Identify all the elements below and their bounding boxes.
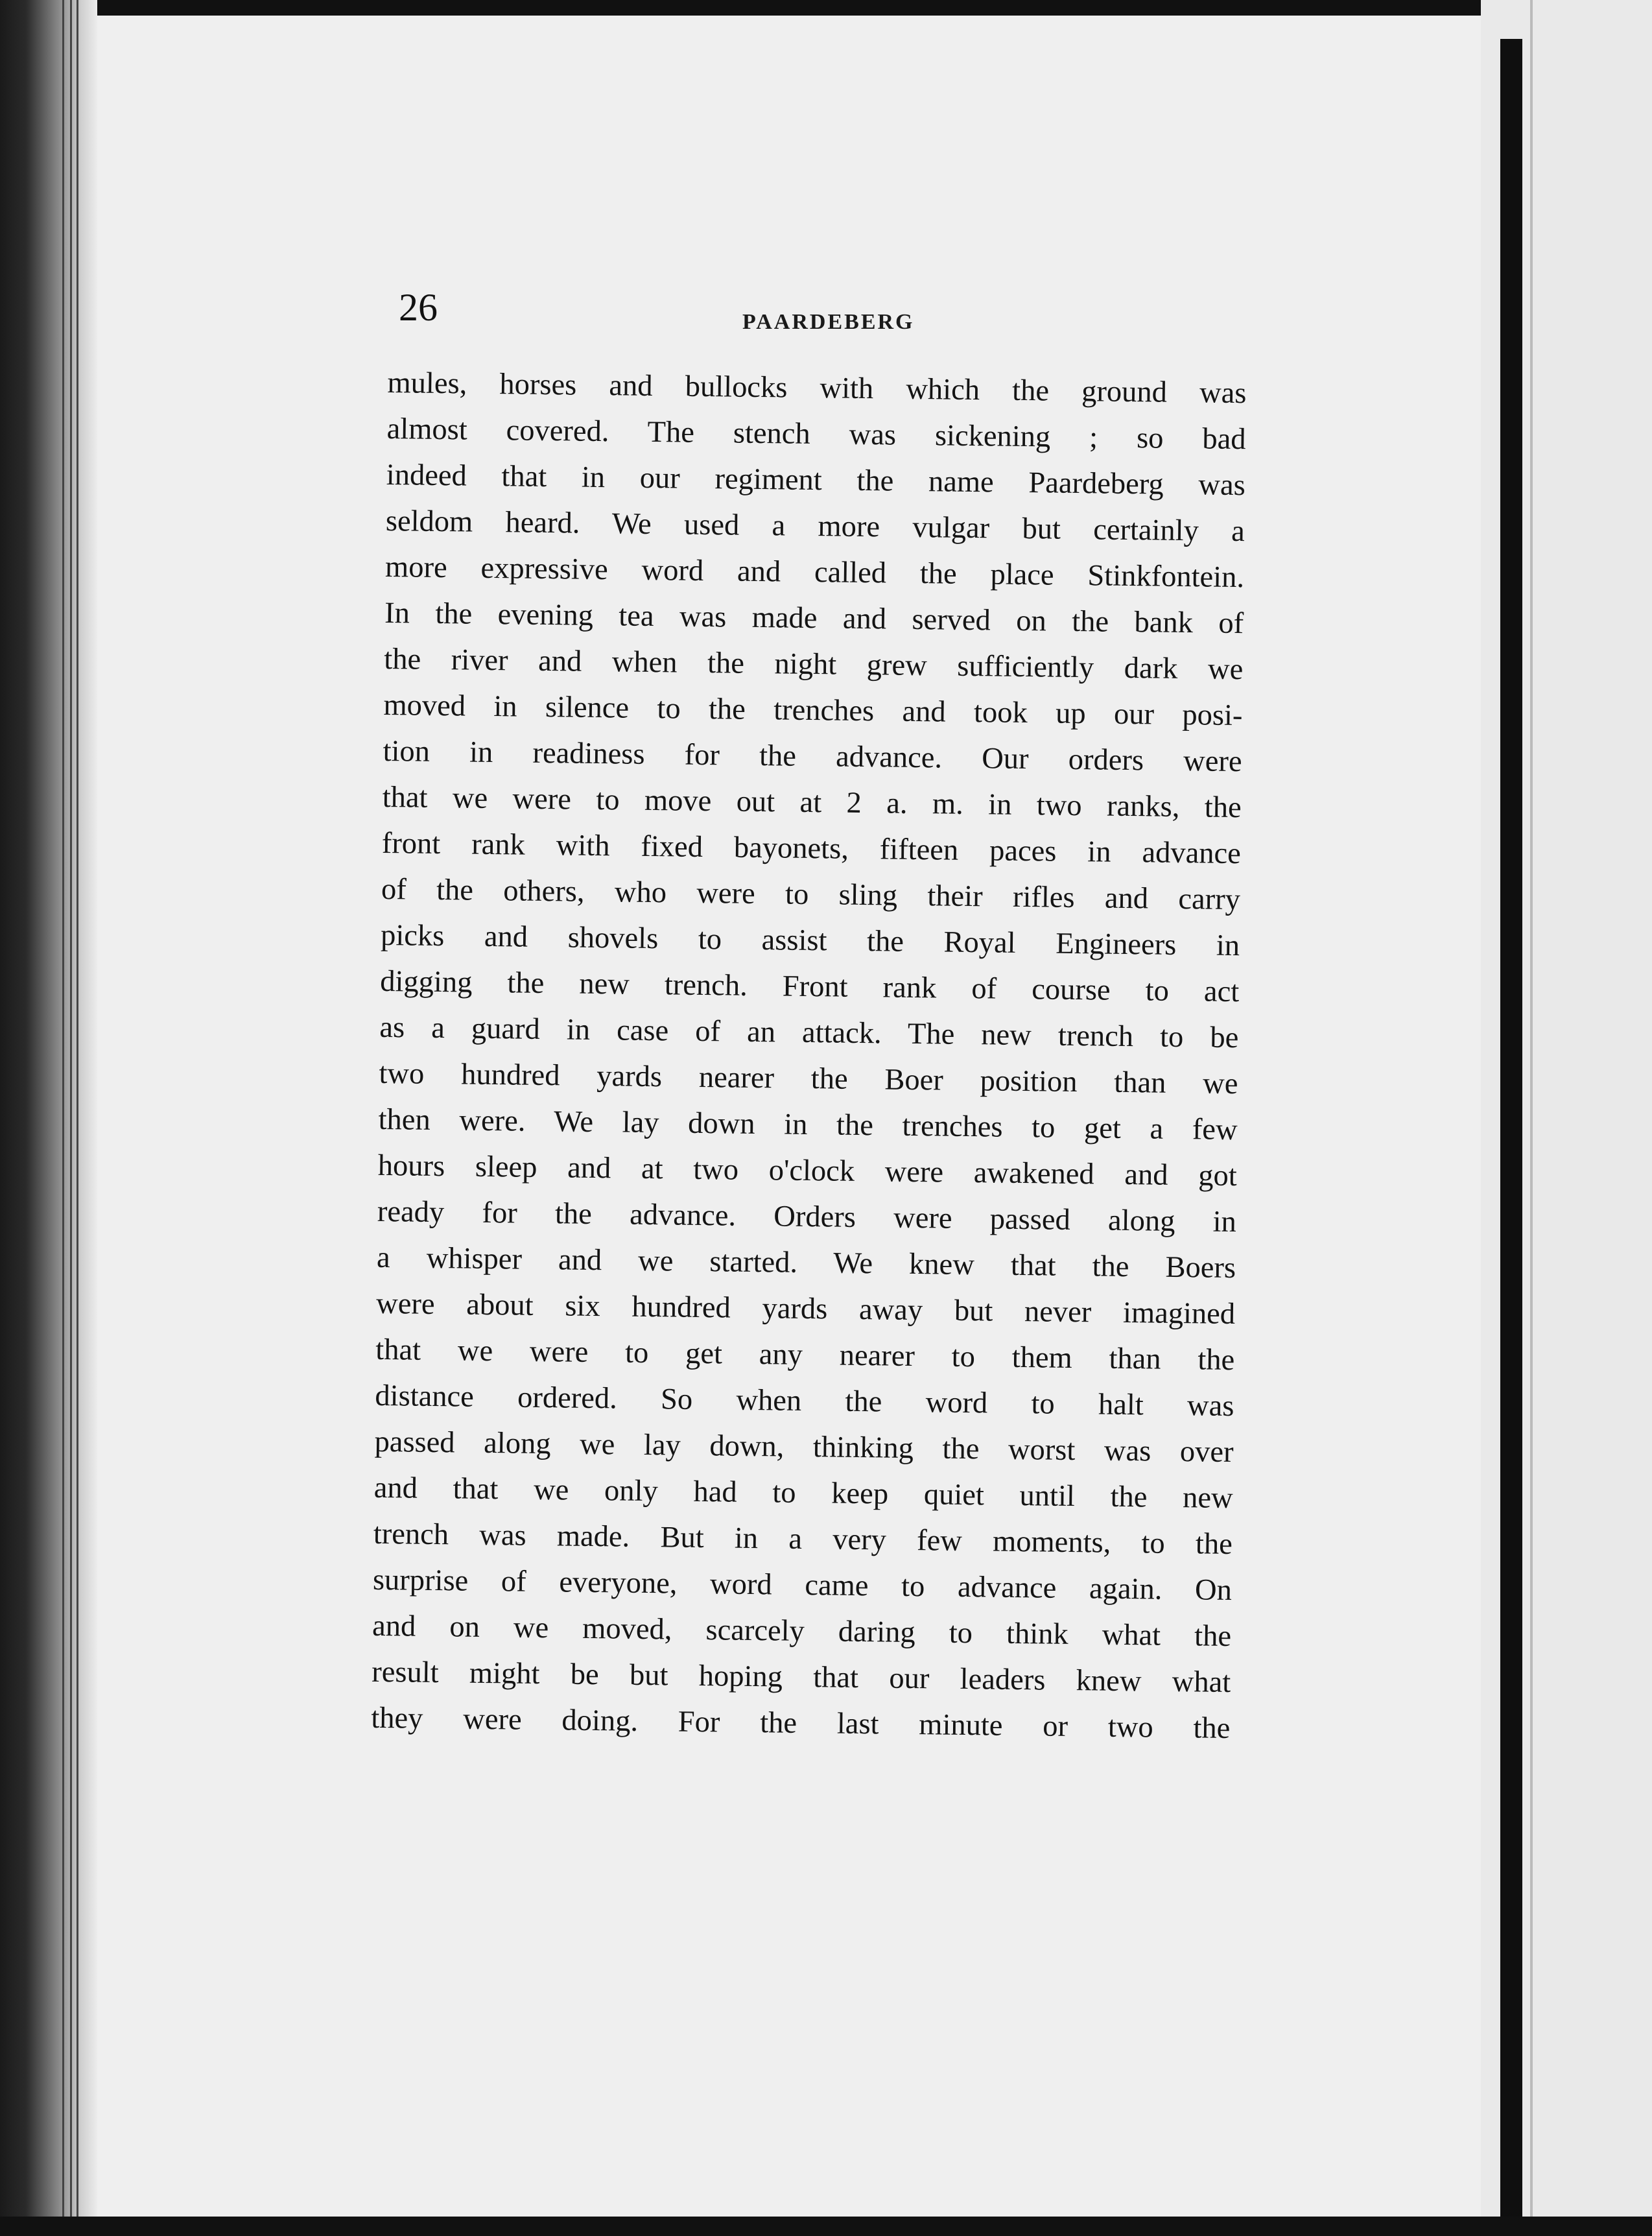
text-line: that we were to move out at 2 a. m. in two ranks, the (382, 780, 1242, 825)
text-line: a whisper and we started. We knew that the Boers (376, 1241, 1236, 1285)
text-line: seldom heard. We used a more vulgar but certainly a (385, 504, 1245, 549)
page-number: 26 (399, 286, 438, 329)
text-line: passed along we lay down, thinking the worst was over (374, 1425, 1234, 1469)
text-line: distance ordered. So when the word to halt was (375, 1379, 1234, 1423)
text-line: indeed that in our regiment the name Paardeberg was (386, 458, 1246, 503)
text-line: mules, horses and bullocks with which the ground was (387, 366, 1247, 410)
text-line: of the others, who were to sling their rifles and carry (381, 872, 1241, 917)
text-line: In the evening tea was made and served on the bank of (384, 596, 1244, 641)
text-line: front rank with fixed bayonets, fifteen paces in advance (381, 826, 1242, 871)
text-line: more expressive word and called the place Stinkfontein. (384, 550, 1245, 595)
text-line: ready for the advance. Orders were passed along in (377, 1195, 1237, 1239)
text-line: two hundred yards nearer the Boer position than we (379, 1056, 1238, 1101)
body-text (371, 360, 1247, 1752)
text-line: picks and shovels to assist the Royal Engineers in (380, 918, 1240, 963)
text-line: moved in silence to the trenches and took up our posi- (383, 688, 1243, 733)
running-head: PAARDEBERG (742, 310, 915, 334)
text-line: that we were to get any nearer to them than the (375, 1333, 1235, 1377)
text-line: hours sleep and at two o'clock were awakened and got (377, 1148, 1238, 1193)
text-line: the river and when the night grew sufficiently dark we (384, 642, 1244, 687)
text-line: as a guard in case of an attack. The new trench to be (379, 1010, 1239, 1055)
text-line: and that we only had to keep quiet until the new (373, 1471, 1233, 1516)
text-line: were about six hundred yards away but never imagined (375, 1287, 1236, 1331)
text-line: result might be but hoping that our leaders knew what (371, 1655, 1231, 1700)
text-line: digging the new trench. Front rank of course to act (379, 964, 1240, 1009)
text-line: tion in readiness for the advance. Our orders were (383, 734, 1242, 779)
text-line: and on we moved, scarcely daring to think what the (372, 1609, 1232, 1654)
text-line: trench was made. But in a very few moments, to the (373, 1517, 1233, 1562)
text-line: then were. We lay down in the trenches to get a few (378, 1102, 1238, 1147)
text-line: they were doing. For the last minute or two the (371, 1701, 1231, 1746)
facing-page-line (1530, 0, 1533, 2236)
page-header (399, 285, 1255, 337)
text-line: surprise of everyone, word came to advance again. On (372, 1563, 1233, 1608)
scan-top-border (0, 0, 1652, 16)
facing-page-shadow (1500, 39, 1522, 2231)
scan-bottom-border (0, 2217, 1652, 2236)
book-binding-edge (0, 0, 97, 2236)
text-line: almost covered. The stench was sickening ; so bad (386, 412, 1246, 457)
facing-page-edge (1481, 0, 1652, 2236)
